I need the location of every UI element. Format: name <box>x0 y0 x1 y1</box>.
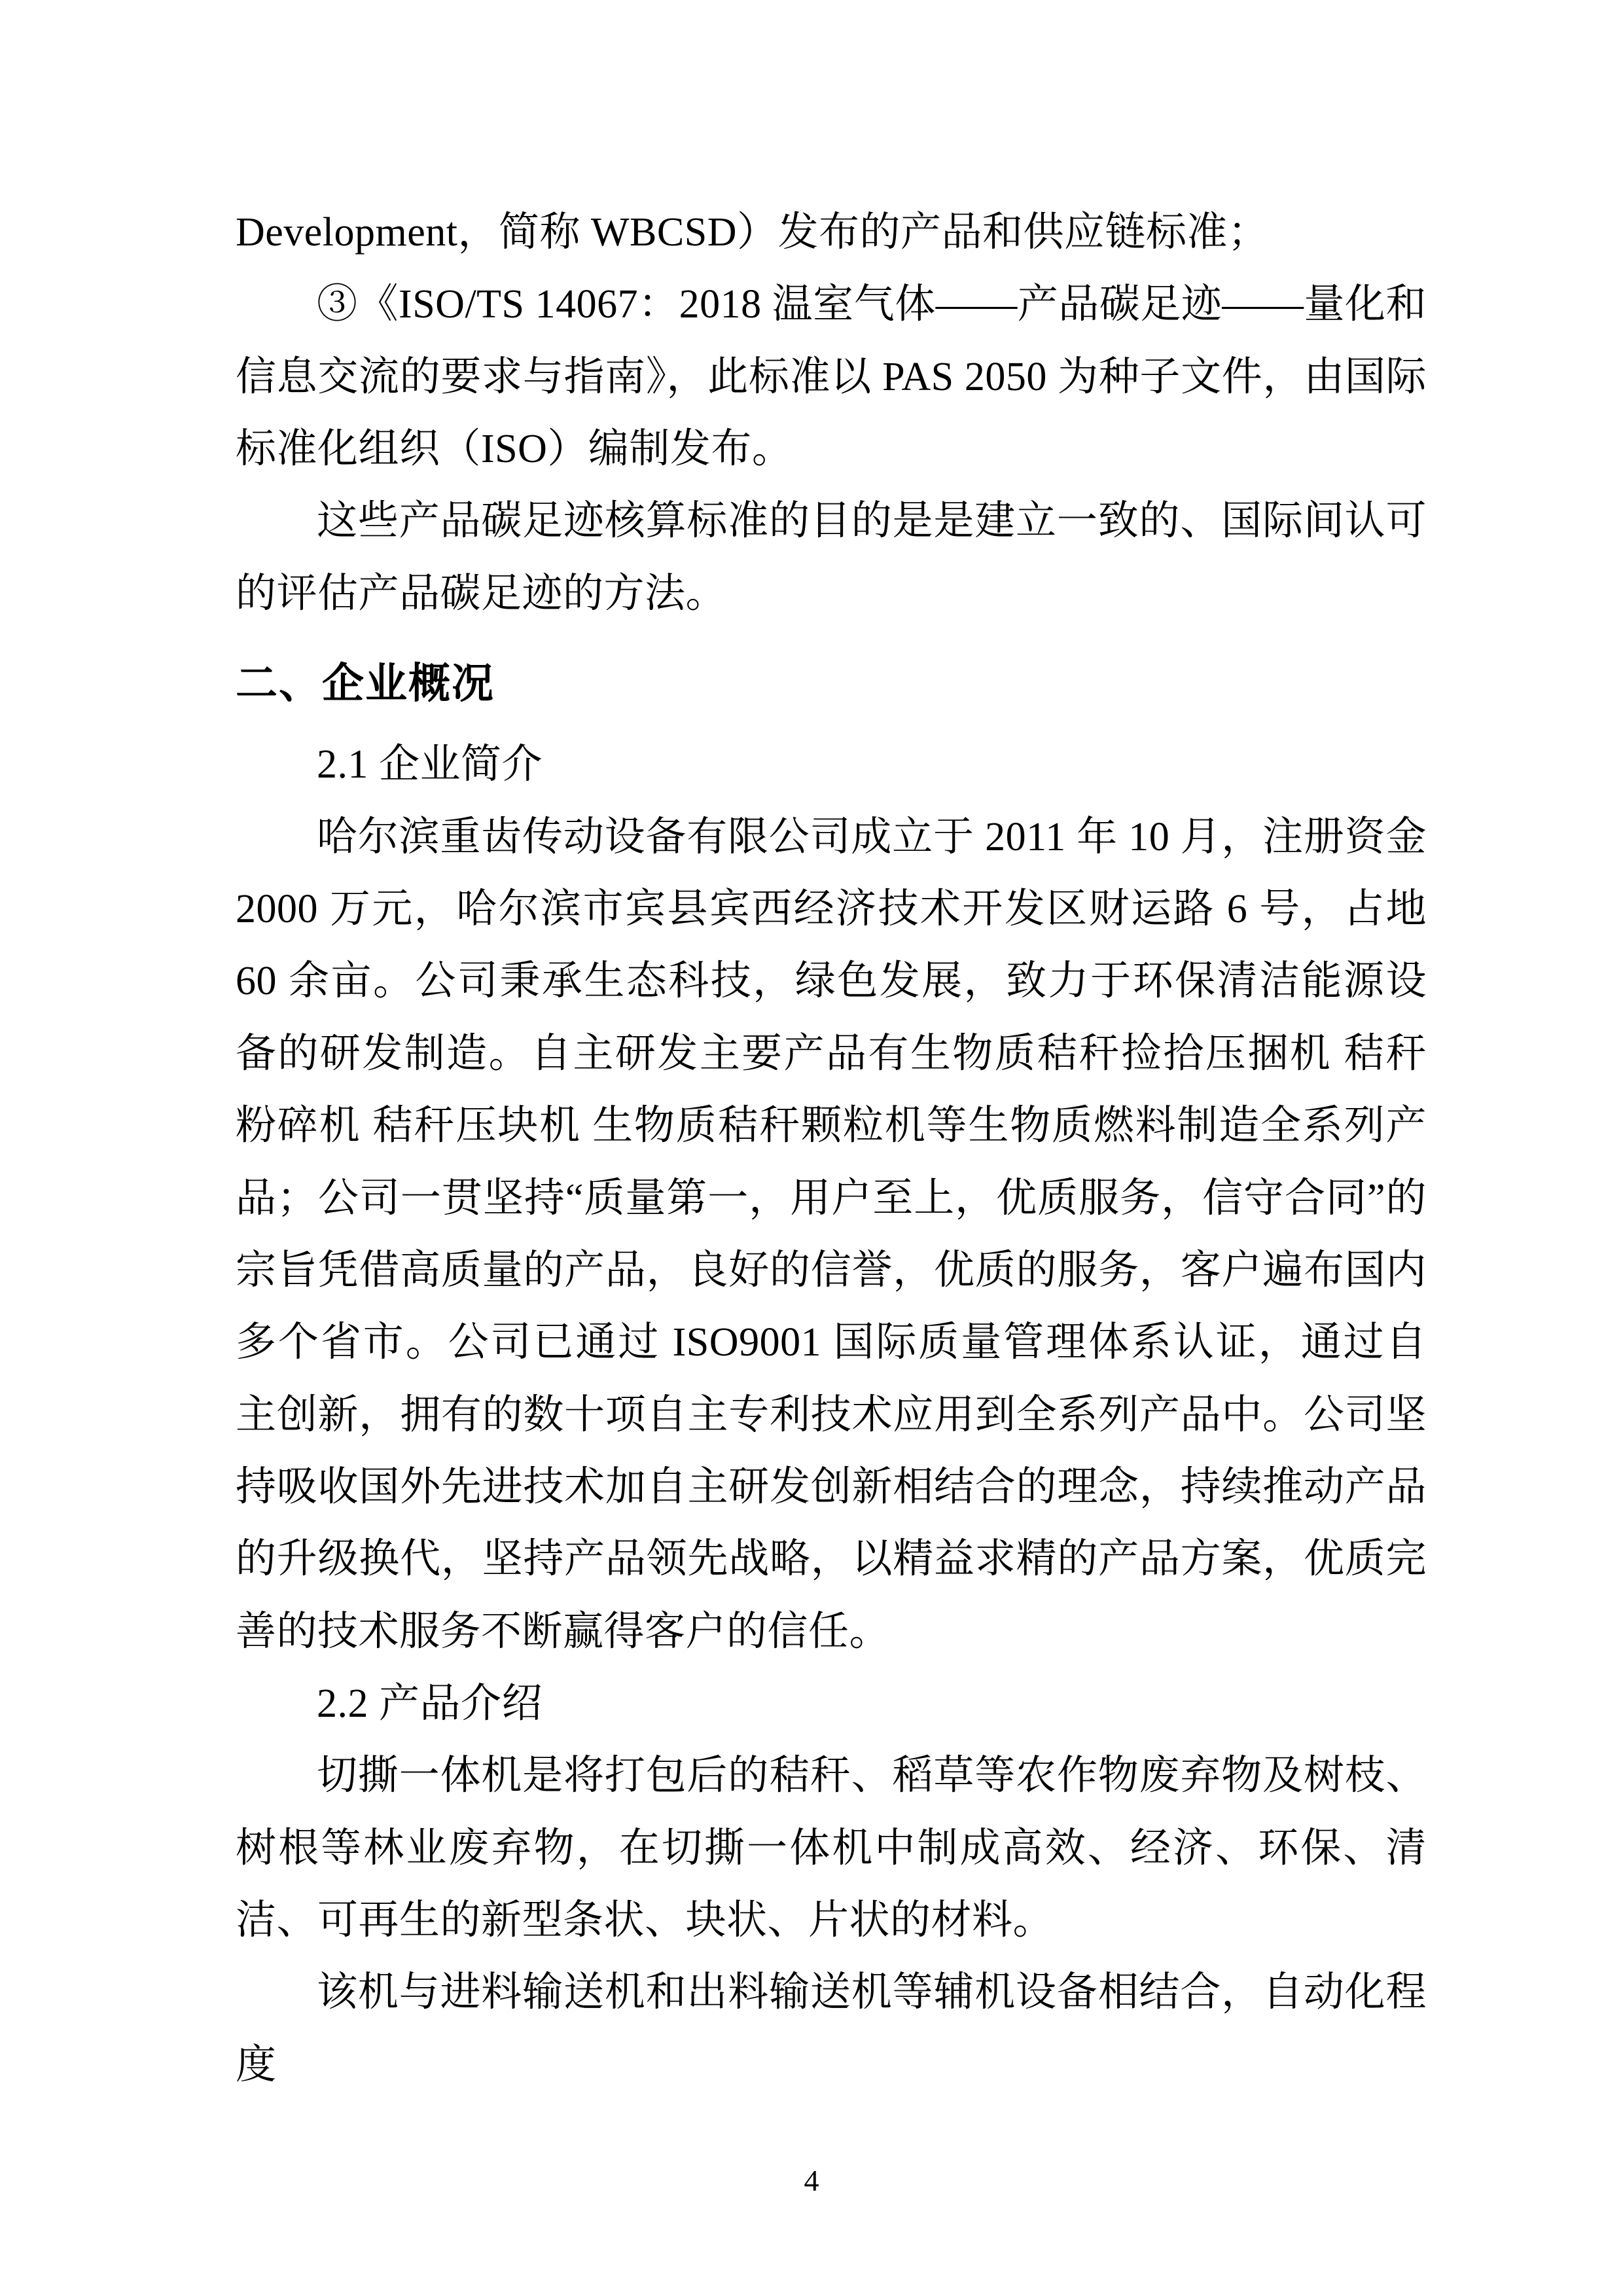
subheading-company-introduction: 2.1 企业简介 <box>317 742 543 787</box>
subheading-product-introduction: 2.2 产品介绍 <box>317 1681 543 1727</box>
heading-company-overview: 二、企业概况 <box>236 660 495 709</box>
paragraph-company-introduction: 哈尔滨重齿传动设备有限公司成立于 2011 年 10 月，注册资金 2000 万元，哈尔滨市宾县宾西经济技术开发区财运路 6 号，占地 60 余亩。公司秉承生态科技，绿色发展，致力于环保清洁能源设备的研发制造。自主研发主要产品有生物质秸秆捡拾压捆机 秸秆粉碎机 秸秆压块机 生物质秸秆颗粒机等生物质燃料制造全系列产品；公司一贯坚持“质量第一，用户至上，优质服务，信守合同”的宗旨凭借高质量的产品，良好的信誉，优质的服务，客户遍布国内多个省市。公司已通过 ISO9001 国际质量管理体系认证，通过自主创新，拥有的数十项自主专利技术应用到全系列产品中。公司坚持吸收国外先进技术加自主研发创新相结合的理念，持续推动产品的升级换代，坚持产品领先战略，以精益求精的产品方案，优质完善的技术服务不断赢得客户的信任。 <box>236 814 1427 1654</box>
paragraph-standards-continued: Development，简称 WBCSD）发布的产品和供应链标准； <box>236 210 1269 255</box>
page-number: 4 <box>804 2164 819 2197</box>
paragraph-product-automation: 该机与进料输送机和出料输送机等辅机设备相结合，自动化程度 <box>236 1970 1427 2087</box>
paragraph-product-description: 切撕一体机是将打包后的秸秆、稻草等农作物废弃物及树枝、树根等林业废弃物，在切撕一体机中制成高效、经济、环保、清洁、可再生的新型条状、块状、片状的材料。 <box>236 1753 1427 1943</box>
paragraph-standards-purpose: 这些产品碳足迹核算标准的目的是是建立一致的、国际间认可的评估产品碳足迹的方法。 <box>236 499 1427 616</box>
paragraph-iso-ts-14067: ③《ISO/TS 14067：2018 温室气体——产品碳足迹——量化和信息交流的要求与指南》，此标准以 PAS 2050 为种子文件，由国际标准化组织（ISO）编制发布。 <box>236 282 1427 472</box>
document-body <box>236 196 1427 2101</box>
